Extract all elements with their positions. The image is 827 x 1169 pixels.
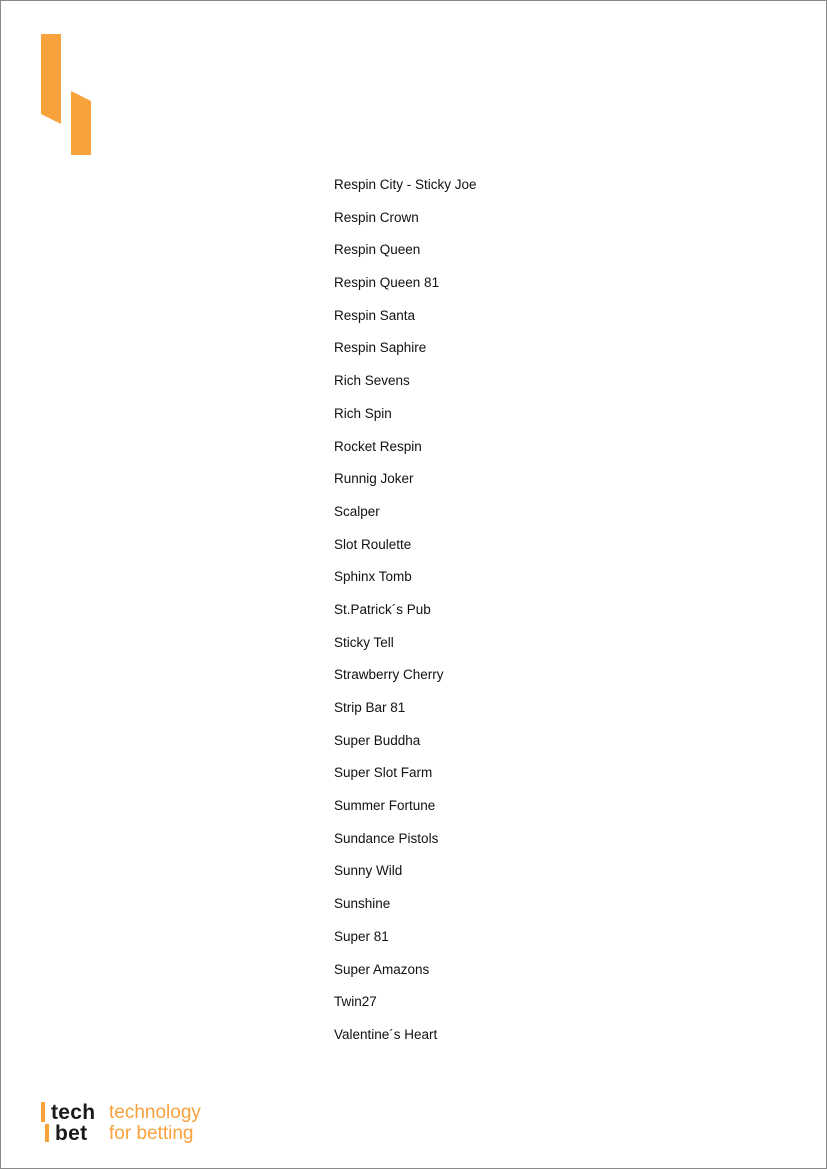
list-item: Strawberry Cherry xyxy=(334,667,444,683)
brand-word-bet: bet xyxy=(55,1122,88,1145)
list-item: Scalper xyxy=(334,503,380,519)
list-item: Sticky Tell xyxy=(334,634,394,650)
list-item: Super 81 xyxy=(334,928,389,944)
list-item: Sphinx Tomb xyxy=(334,569,412,585)
list-item: Respin Saphire xyxy=(334,340,427,356)
game-list xyxy=(334,176,477,1059)
list-item: Respin City - Sticky Joe xyxy=(334,177,477,192)
logo-bar-icon xyxy=(45,1124,49,1142)
tagline-for-betting: for betting xyxy=(109,1123,194,1144)
list-item: Sundance Pistols xyxy=(334,830,439,846)
list-item: Respin Santa xyxy=(334,307,416,323)
logo-bar-icon xyxy=(41,1102,45,1122)
list-item: Super Amazons xyxy=(334,961,430,977)
list-item: Super Slot Farm xyxy=(334,765,433,781)
brand-logo-icon xyxy=(41,34,93,156)
list-item: Twin27 xyxy=(334,994,377,1010)
list-item: Super Buddha xyxy=(334,732,421,748)
list-item: Valentine´s Heart xyxy=(334,1026,438,1042)
tagline-technology: technology xyxy=(109,1102,201,1123)
list-item: Rich Sevens xyxy=(334,373,410,389)
list-item: Strip Bar 81 xyxy=(334,700,406,715)
list-item: Slot Roulette xyxy=(334,536,412,552)
list-item: St.Patrick´s Pub xyxy=(334,601,431,617)
list-item: Runnig Joker xyxy=(334,471,414,487)
list-item: Sunny Wild xyxy=(334,863,403,879)
list-item: Sunshine xyxy=(334,896,391,912)
list-item: Respin Crown xyxy=(334,209,419,225)
list-item: Rocket Respin xyxy=(334,438,422,454)
footer-logo xyxy=(41,1101,241,1147)
list-item: Respin Queen 81 xyxy=(334,275,440,291)
list-item: Summer Fortune xyxy=(334,798,436,814)
list-item: Respin Queen xyxy=(334,242,421,258)
brand-word-tech: tech xyxy=(51,1101,96,1124)
list-item: Rich Spin xyxy=(334,405,392,421)
